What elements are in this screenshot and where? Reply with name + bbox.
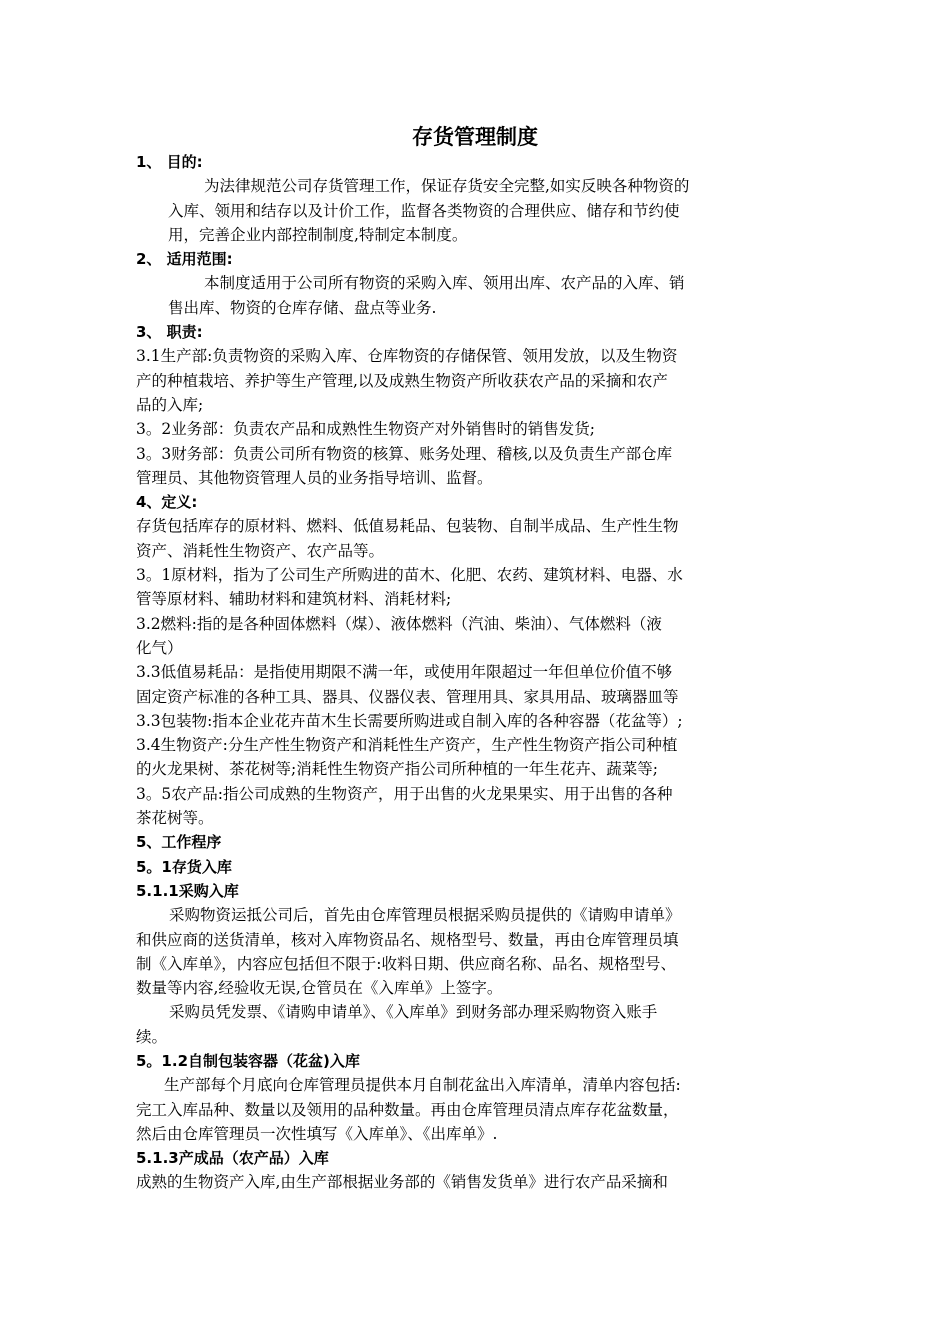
section-heading: 2、 适用范围: — [136, 250, 233, 269]
paragraph-line: 完工入库品种、数量以及领用的品种数量。再由仓库管理员清点库存花盆数量， — [136, 1100, 679, 1119]
section-heading: 5。1存货入库 — [136, 857, 232, 876]
paragraph-line: 3.4生物资产:分生产性生物资产和消耗性生产资产，生产性生物资产指公司种植 — [136, 736, 678, 755]
paragraph-line: 采购物资运抵公司后，首先由仓库管理员根据采购员提供的《请购申请单》 — [169, 906, 681, 925]
section-heading: 5.1.3产成品（农产品）入库 — [136, 1149, 329, 1168]
paragraph-line: 资产、消耗性生物资产、农产品等。 — [136, 541, 385, 560]
paragraph-line: 化气） — [136, 638, 183, 657]
paragraph-line: 品的入库; — [136, 395, 204, 414]
paragraph-line: 成熟的生物资产入库,由生产部根据业务部的《销售发货单》进行农产品采摘和 — [136, 1173, 668, 1192]
paragraph-line: 3.3低值易耗品：是指使用期限不满一年，或使用年限超过一年但单位价值不够 — [136, 663, 673, 682]
paragraph-line: 3。1原材料，指为了公司生产所购进的苗木、化肥、农药、建筑材料、电器、水 — [136, 566, 683, 585]
paragraph-line: 3。5农产品:指公司成熟的生物资产，用于出售的火龙果果实、用于出售的各种 — [136, 784, 673, 803]
paragraph-line: 产的种植栽培、养护等生产管理,以及成熟生物资产所收获农产品的采摘和农产 — [136, 371, 668, 390]
paragraph-line: 数量等内容,经验收无误,仓管员在《入库单》上签字。 — [136, 979, 503, 998]
paragraph-line: 生产部每个月底向仓库管理员提供本月自制花盆出入库清单，清单内容包括: — [164, 1076, 681, 1095]
paragraph-line: 3。2业务部：负责农产品和成熟性生物资产对外销售时的销售发货; — [136, 420, 595, 439]
paragraph-line: 采购员凭发票、《请购申请单》、《入库单》到财务部办理采购物资入账手 — [169, 1003, 658, 1022]
section-heading: 5.1.1采购入库 — [136, 881, 239, 900]
paragraph-line: 用，完善企业内部控制制度,特制定本制度。 — [168, 225, 468, 244]
paragraph-line: 的火龙果树、茶花树等;消耗性生物资产指公司所种植的一年生花卉、蔬菜等; — [136, 760, 658, 779]
document-body — [136, 150, 816, 1195]
section-heading: 1、 目的: — [136, 153, 203, 171]
paragraph-line: 3.1生产部:负责物资的采购入库、仓库物资的存储保管、领用发放，以及生物资 — [136, 347, 678, 366]
section-heading: 5。1.2自制包装容器（花盆)入库 — [136, 1051, 360, 1070]
section-heading: 3、 职责: — [136, 323, 203, 342]
paragraph-line: 3.3包装物:指本企业花卉苗木生长需要所购进或自制入库的各种容器（花盆等）; — [136, 711, 683, 730]
paragraph-line: 制《入库单》，内容应包括但不限于:收料日期、供应商名称、品名、规格型号、 — [136, 954, 676, 973]
paragraph-line: 和供应商的送货清单，核对入库物资品名、规格型号、数量，再由仓库管理员填 — [136, 930, 679, 949]
paragraph-line: 管理员、其他物资管理人员的业务指导培训、监督。 — [136, 468, 493, 487]
paragraph-line: 存货包括库存的原材料、燃料、低值易耗品、包装物、自制半成品、生产性生物 — [136, 517, 679, 536]
paragraph-line: 茶花树等。 — [136, 809, 214, 828]
section-heading: 4、定义: — [136, 493, 198, 512]
paragraph-line: 售出库、物资的仓库存储、盘点等业务. — [168, 298, 437, 317]
paragraph-line: 固定资产标准的各种工具、器具、仪器仪表、管理用具、家具用品、玻璃器皿等 — [136, 687, 679, 706]
section-heading: 5、工作程序 — [136, 833, 222, 852]
document-title: 存货管理制度 — [412, 125, 538, 149]
paragraph-line: 续。 — [136, 1027, 168, 1046]
paragraph-line: 本制度适用于公司所有物资的采购入库、领用出库、农产品的入库、销 — [204, 274, 685, 293]
paragraph-line: 为法律规范公司存货管理工作，保证存货安全完整,如实反映各种物资的 — [204, 177, 690, 196]
paragraph-line: 然后由仓库管理员一次性填写《入库单》、《出库单》. — [136, 1124, 498, 1143]
paragraph-line: 3.2燃料:指的是各种固体燃料（煤）、液体燃料（汽油、柴油）、气体燃料（液 — [136, 614, 662, 633]
paragraph-line: 管等原材料、辅助材料和建筑材料、消耗材料; — [136, 590, 452, 609]
paragraph-line: 入库、领用和结存以及计价工作，监督各类物资的合理供应、储存和节约使 — [168, 201, 680, 220]
paragraph-line: 3。3财务部：负责公司所有物资的核算、账务处理、稽核,以及负责生产部仓库 — [136, 444, 673, 463]
